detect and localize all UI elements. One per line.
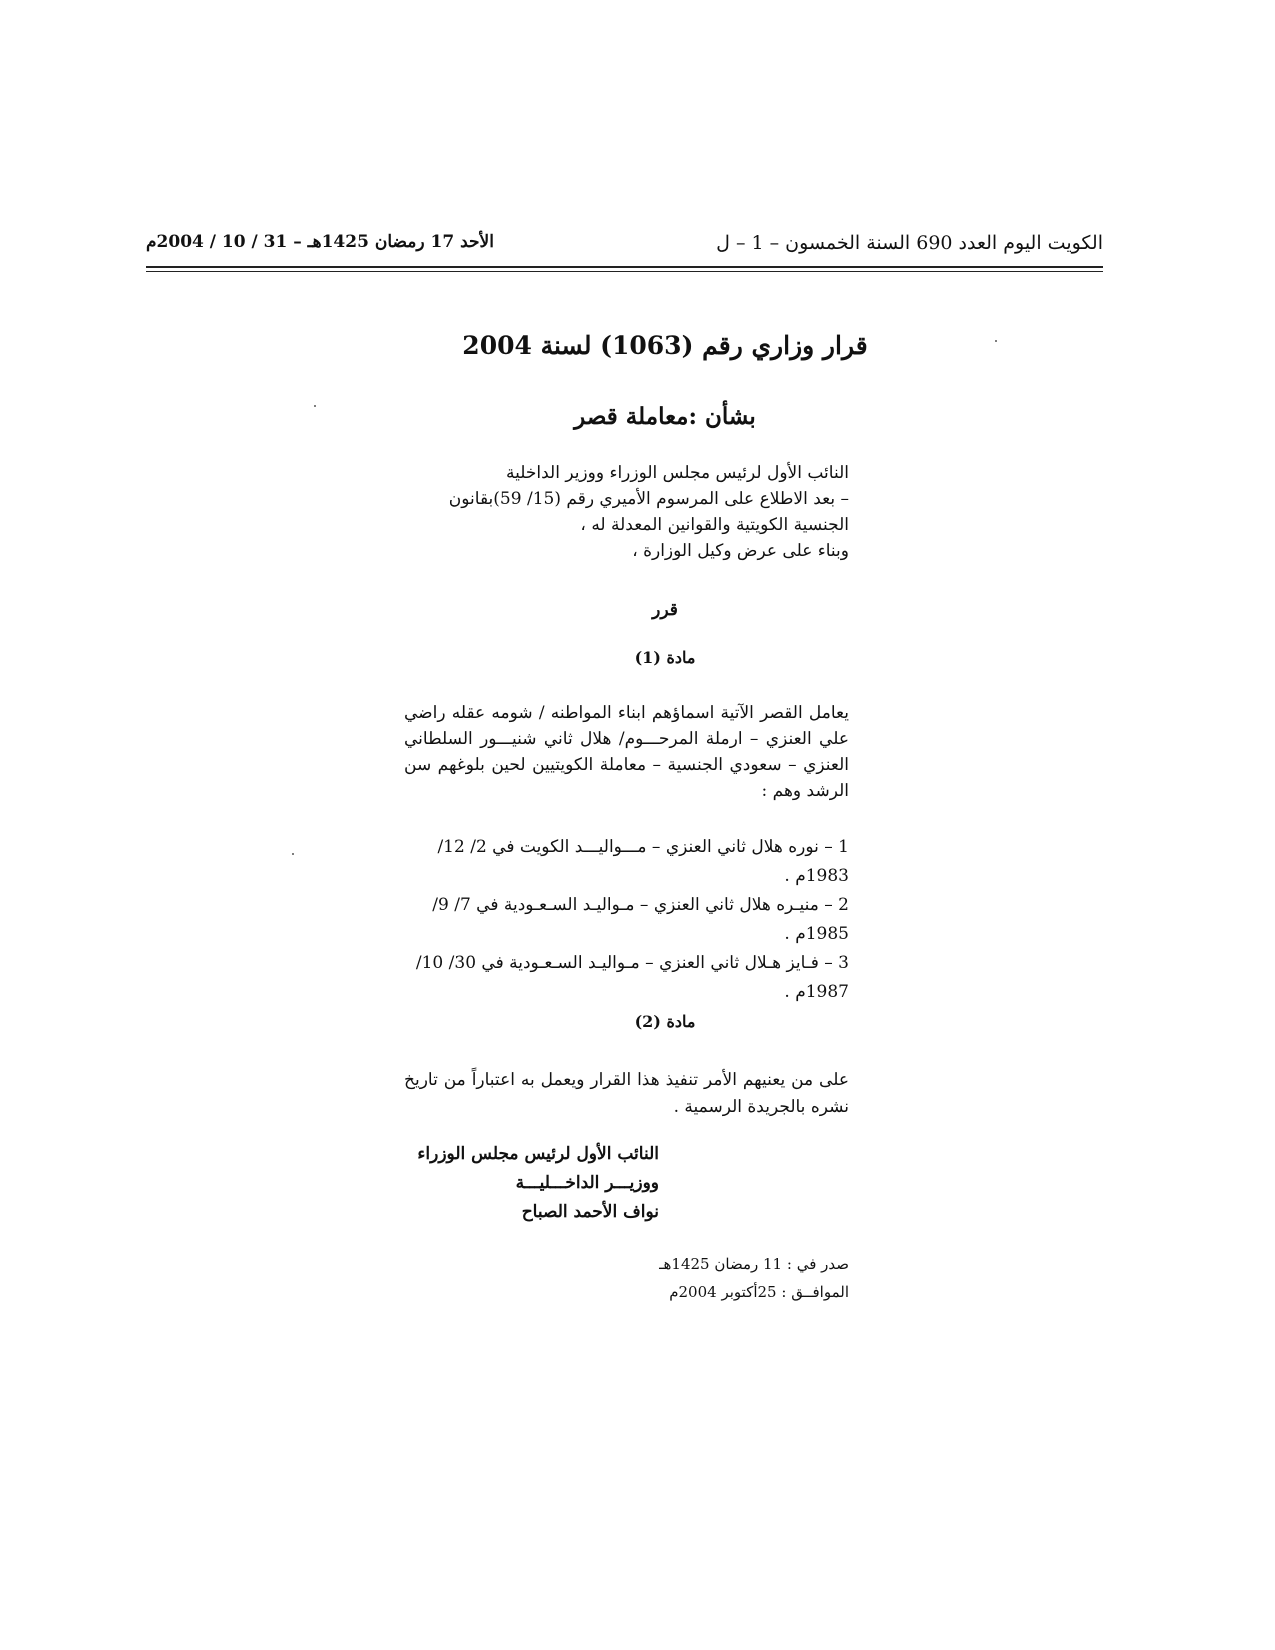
preamble-line: الجنسية الكويتية والقوانين المعدلة له ، [580,515,849,535]
issued-gregorian: الموافــق : 25أكتوبر 2004م [669,1283,849,1301]
signature-name: نواف الأحمد الصباح [521,1202,659,1222]
header-rule-thin [146,271,1103,272]
decree-subject: بشأن :معاملة قصر [574,403,756,430]
scan-speck [995,340,997,342]
preamble-line: – بعد الاطلاع على المرسوم الأميري رقم (15/ 59)بقانون [448,489,849,509]
signature-title: النائب الأول لرئيس مجلس الوزراء [417,1144,659,1164]
signature-ministry: ووزيـــر الداخـــليـــة [515,1173,659,1193]
scan-speck [314,405,316,407]
preamble [404,460,849,564]
article-2-body: على من يعنيهم الأمر تنفيذ هذا القرار ويعمل به اعتباراً من تاريخ نشره بالجريدة الرسمية . [404,1070,849,1117]
decided-heading: قرر [652,600,678,620]
scan-speck [292,853,294,855]
list-item: 3 – فـايز هـلال ثاني العنزي – مـواليـد السـعـودية في 30/ 10/ 1987م . [415,953,849,1002]
header-date: الأحد 17 رمضان 1425هـ – 31 / 10 / 2004م [146,232,494,252]
list-item: 1 – نوره هلال ثاني العنزي – مـــواليـــد الكويت في 2/ 12/ 1983م . [437,837,849,886]
decree-title: قرار وزاري رقم (1063) لسنة 2004 [462,331,868,360]
article-1-heading: مادة (1) [634,648,696,667]
issued-hijri: صدر في : 11 رمضان 1425هـ [659,1255,849,1273]
header-rule [146,266,1103,268]
page-header [146,232,1103,262]
header-publication: الكويت اليوم العدد 690 السنة الخمسون – 1 – ل [716,232,1103,254]
signature-block [399,1140,659,1227]
article-1-list [404,833,849,1007]
article-2-heading: مادة (2) [634,1012,696,1031]
preamble-line: وبناء على عرض وكيل الوزارة ، [632,541,849,561]
issue-date-block [599,1250,849,1306]
preamble-line: النائب الأول لرئيس مجلس الوزراء ووزير الداخلية [505,463,849,483]
list-item: 2 – منيـره هلال ثاني العنزي – مـواليـد السـعـودية في 7/ 9/ 1985م . [432,895,849,944]
article-1-body: يعامل القصر الآتية اسماؤهم ابناء المواطنه / شومه عقله راضي علي العنزي – ارملة المرحـــوم/ هلال ثاني شنيـــور السلطاني العنزي – سعودي الجنسية – معاملة الكويتيين لحين بلوغهم سن الرشد وهم : [404,703,849,801]
